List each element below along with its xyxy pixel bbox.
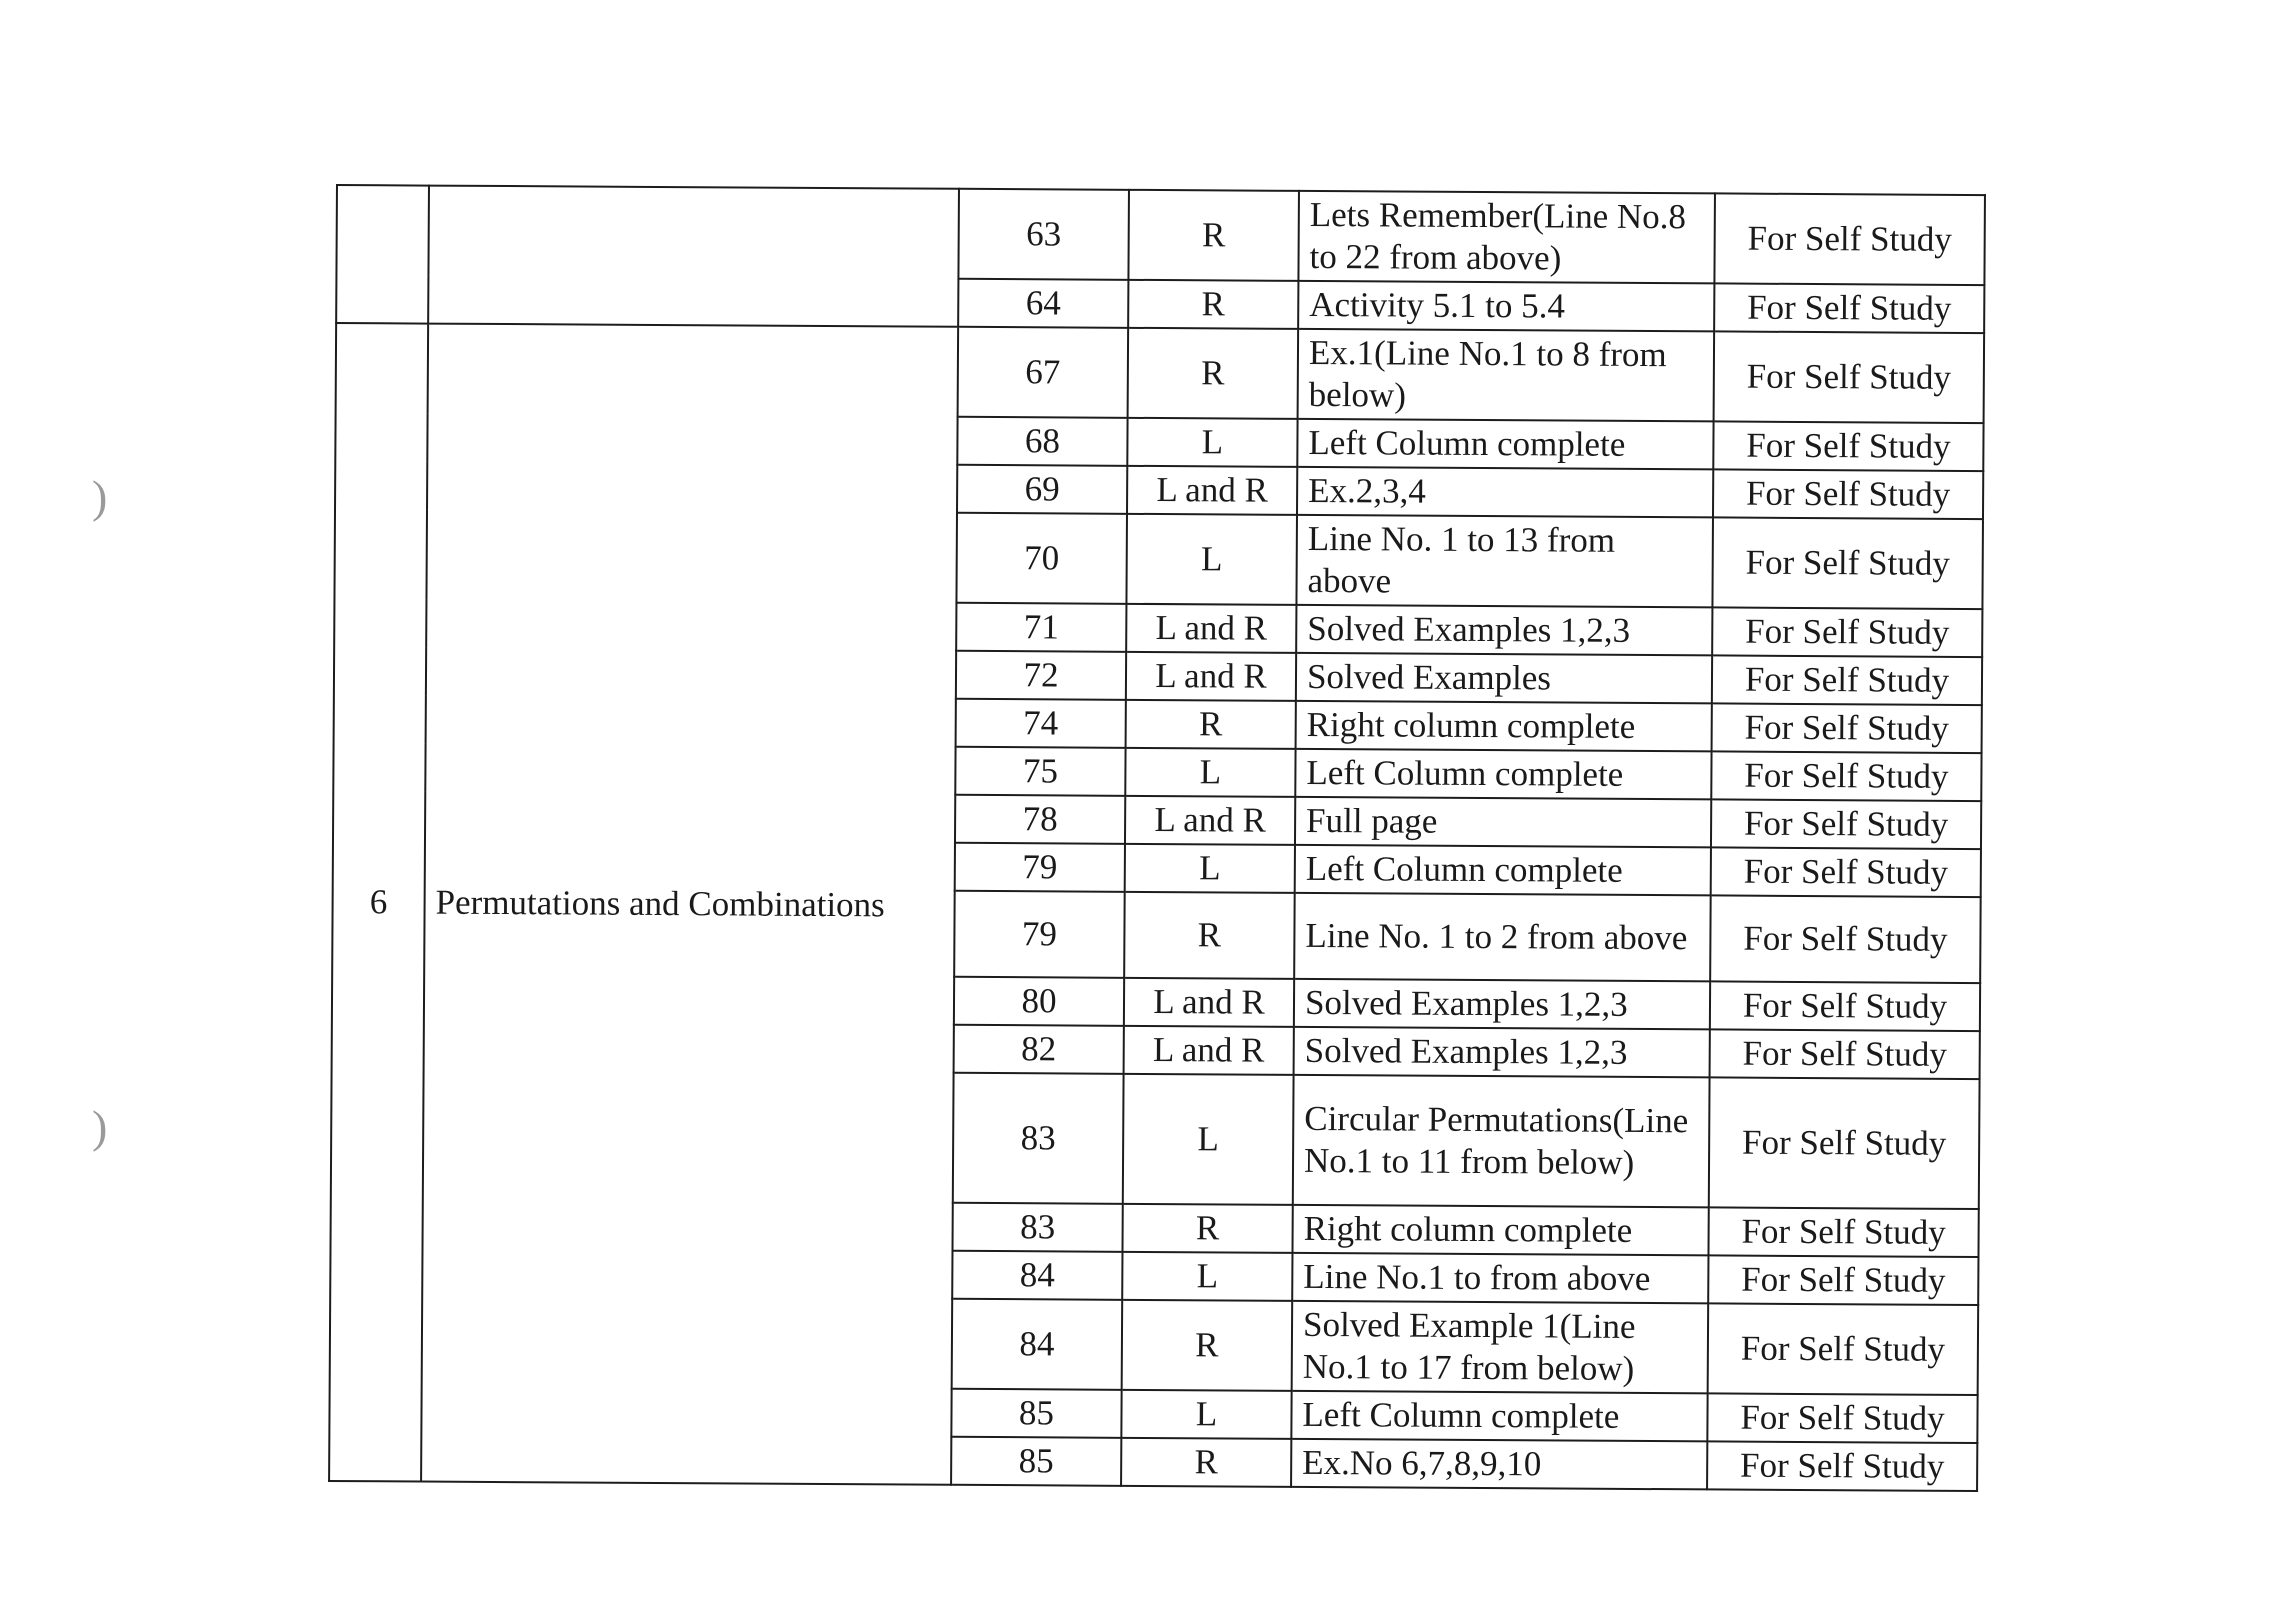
details-cell: Left Column complete	[1291, 1391, 1707, 1442]
details-cell: Ex.2,3,4	[1297, 467, 1713, 518]
column-cell: L	[1122, 1252, 1292, 1301]
details-cell: Line No. 1 to 13 from above	[1296, 515, 1713, 608]
details-cell: Lets Remember(Line No.8 to 22 from above)	[1298, 191, 1715, 284]
page-number-cell: 68	[957, 417, 1127, 466]
remark-cell: For Self Study	[1711, 847, 1981, 897]
column-cell: L and R	[1127, 466, 1297, 515]
remark-cell: For Self Study	[1707, 1393, 1977, 1443]
chapter-name-cell	[428, 186, 959, 327]
table-row	[336, 323, 1985, 423]
column-cell: L	[1125, 748, 1295, 797]
remark-cell: For Self Study	[1714, 331, 1985, 423]
remark-cell: For Self Study	[1708, 1303, 1979, 1395]
details-cell: Line No.1 to from above	[1292, 1253, 1708, 1304]
page-number-cell: 84	[952, 1299, 1123, 1390]
column-cell: R	[1122, 1300, 1293, 1391]
remark-cell: For Self Study	[1708, 1255, 1978, 1305]
page-number-cell: 79	[955, 843, 1125, 892]
page-number-cell: 72	[956, 651, 1126, 700]
column-cell: R	[1122, 1204, 1292, 1253]
page-margin-mark: )	[92, 1101, 108, 1152]
remark-cell: For Self Study	[1710, 1029, 1980, 1079]
column-cell: L	[1123, 1074, 1294, 1205]
chapter-name-cell: Permutations and Combinations	[421, 324, 958, 1485]
remark-cell: For Self Study	[1712, 607, 1982, 657]
column-cell: R	[1121, 1438, 1291, 1487]
remark-cell: For Self Study	[1711, 799, 1981, 849]
remark-cell: For Self Study	[1713, 469, 1983, 519]
details-cell: Ex.No 6,7,8,9,10	[1291, 1439, 1707, 1490]
page-number-cell: 64	[958, 279, 1128, 328]
remark-cell: For Self Study	[1714, 283, 1984, 333]
remark-cell: For Self Study	[1713, 421, 1983, 471]
details-cell: Solved Example 1(Line No.1 to 17 from below)	[1292, 1301, 1709, 1394]
remark-cell: For Self Study	[1710, 981, 1980, 1031]
details-cell: Right column complete	[1296, 701, 1712, 752]
serial-number-cell	[336, 185, 429, 324]
column-cell: L	[1125, 844, 1295, 893]
page-number-cell: 82	[954, 1025, 1124, 1074]
column-cell: R	[1128, 328, 1299, 419]
page-number-cell: 85	[951, 1437, 1121, 1486]
column-cell: L and R	[1124, 1026, 1294, 1075]
page-number-cell: 71	[956, 603, 1126, 652]
syllabus-table-container	[328, 184, 1986, 1492]
column-cell: L and R	[1124, 978, 1294, 1027]
remark-cell: For Self Study	[1712, 655, 1982, 705]
remark-cell: For Self Study	[1710, 895, 1981, 983]
column-cell: L	[1121, 1390, 1291, 1439]
page-number-cell: 69	[957, 465, 1127, 514]
column-cell: R	[1128, 190, 1299, 281]
column-cell: L and R	[1126, 652, 1296, 701]
remark-cell: For Self Study	[1711, 751, 1981, 801]
remark-cell: For Self Study	[1712, 517, 1983, 609]
page-number-cell: 70	[956, 513, 1127, 604]
remark-cell: For Self Study	[1709, 1077, 1980, 1209]
details-cell: Solved Examples	[1296, 653, 1712, 704]
details-cell: Activity 5.1 to 5.4	[1298, 281, 1714, 332]
details-cell: Solved Examples 1,2,3	[1294, 1027, 1710, 1078]
column-cell: L and R	[1126, 604, 1296, 653]
column-cell: R	[1128, 280, 1298, 329]
page-number-cell: 83	[953, 1073, 1124, 1204]
column-cell: R	[1126, 700, 1296, 749]
details-cell: Full page	[1295, 797, 1711, 848]
details-cell: Line No. 1 to 2 from above	[1294, 893, 1711, 982]
page-number-cell: 74	[956, 699, 1126, 748]
page-number-cell: 78	[955, 795, 1125, 844]
page-number-cell: 83	[952, 1203, 1122, 1252]
details-cell: Circular Permutations(Line No.1 to 11 from below)	[1293, 1075, 1710, 1208]
page-number-cell: 84	[952, 1251, 1122, 1300]
page-number-cell: 63	[958, 189, 1129, 280]
page-number-cell: 85	[951, 1389, 1121, 1438]
details-cell: Right column complete	[1292, 1205, 1708, 1256]
remark-cell: For Self Study	[1712, 703, 1982, 753]
table-row	[336, 185, 1985, 285]
column-cell: R	[1124, 892, 1295, 979]
remark-cell: For Self Study	[1707, 1441, 1977, 1491]
column-cell: L and R	[1125, 796, 1295, 845]
page-number-cell: 67	[958, 327, 1129, 418]
details-cell: Left Column complete	[1297, 419, 1713, 470]
syllabus-table	[328, 184, 1986, 1492]
details-cell: Solved Examples 1,2,3	[1296, 605, 1712, 656]
page-number-cell: 75	[955, 747, 1125, 796]
remark-cell: For Self Study	[1714, 193, 1985, 285]
page-number-cell: 79	[954, 891, 1125, 978]
page-number-cell: 80	[954, 977, 1124, 1026]
page-margin-mark: )	[92, 471, 108, 522]
syllabus-table-body	[329, 185, 1985, 1491]
remark-cell: For Self Study	[1708, 1207, 1978, 1257]
column-cell: L	[1127, 418, 1297, 467]
details-cell: Left Column complete	[1295, 749, 1711, 800]
serial-number-cell: 6	[329, 323, 428, 1482]
details-cell: Solved Examples 1,2,3	[1294, 979, 1710, 1030]
details-cell: Ex.1(Line No.1 to 8 from below)	[1298, 329, 1715, 422]
details-cell: Left Column complete	[1295, 845, 1711, 896]
column-cell: L	[1126, 514, 1297, 605]
